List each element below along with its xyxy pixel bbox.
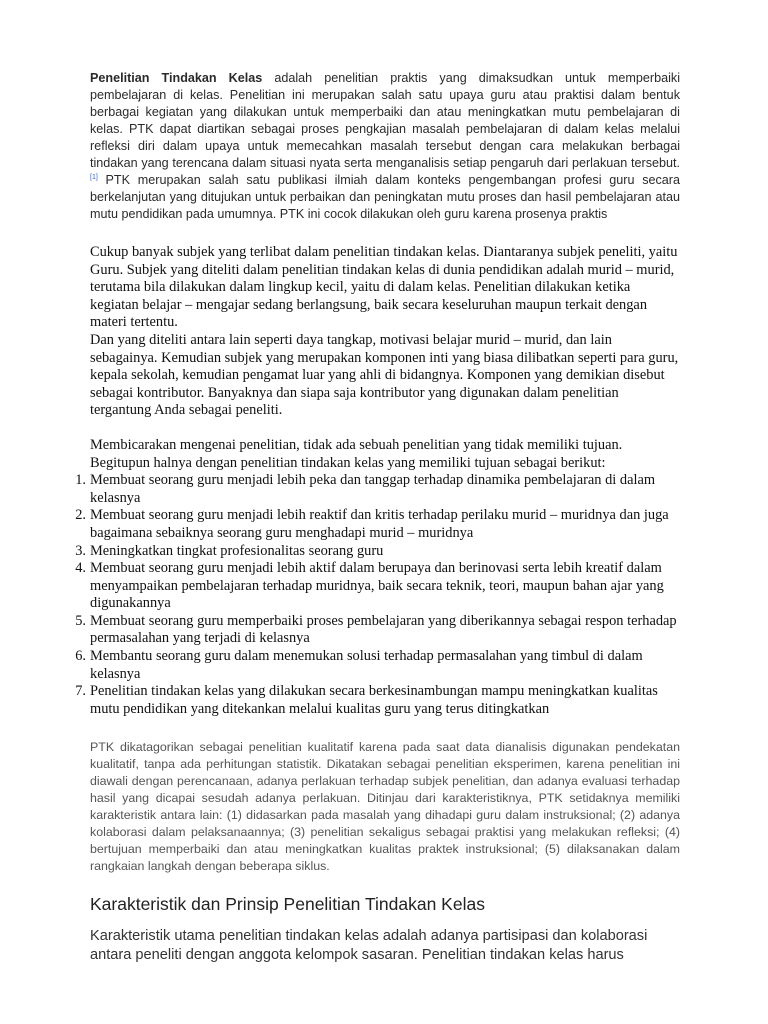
footnote-link[interactable]: [1] bbox=[90, 173, 98, 181]
list-number: 1. bbox=[75, 472, 86, 489]
section-heading: Karakteristik dan Prinsip Penelitian Tindakan Kelas bbox=[90, 894, 485, 915]
list-number: 7. bbox=[75, 683, 86, 700]
document-page bbox=[75, 70, 680, 980]
intro-text-a: adalah penelitian praktis yang dimaksudkan untuk memperbaiki pembelajaran di kelas. Penelitian ini merupakan salah satu upaya guru atau praktisi dalam bentuk berbagai kegiatan yang dilakukan untuk memperbaiki dan atau meningkatkan mutu pembelajaran di kelas. PTK dapat diartikan sebagai proses pengkajian masalah pembelajaran di dalam kelas melalui refleksi diri dalam upaya untuk memecahkan masalah tersebut dengan cara melakukan berbagai tindakan yang terencana dalam situasi nyata serta menganalisis setiap pengaruh dari perlakuan tersebut. bbox=[90, 71, 680, 170]
list-item-text: Membuat seorang guru menjadi lebih reaktif dan kritis terhadap perilaku murid – muridnya dan juga bagaimana sebaiknya seorang guru menghadapi murid – muridnya bbox=[90, 507, 669, 541]
goals-list-item bbox=[75, 542, 680, 561]
category-paragraph: PTK dikatagorikan sebagai penelitian kualitatif karena pada saat data dianalisis digunakan pendekatan kualitatif, tanpa ada perhitungan statistik. Dikatakan sebagai penelitian eksperimen, karena penelitian ini diawali dengan perencanaan, adanya perlakuan terhadap subjek penelitian, dan adanya evaluasi terhadap hasil yang dicapai sesudah adanya perlakuan. Ditinjau dari karakteristiknya, PTK setidaknya memiliki karakteristik antara lain: (1) didasarkan pada masalah yang dihadapi guru dalam instruksional; (2) adanya kolaborasi dalam pelaksanaannya; (3) penelitian sekaligus sebagai praktisi yang melakukan refleksi; (4) bertujuan memperbaiki dan atau meningkatkan kualitas praktek instruksional; (5) dilaksanakan dalam rangkaian langkah dengan beberapa siklus. bbox=[90, 740, 680, 874]
subjects-paragraph-1: Cukup banyak subjek yang terlibat dalam penelitian tindakan kelas. Diantaranya subjek peneliti, yaitu Guru. Subjek yang diteliti dalam penelitian tindakan kelas di dunia pendidikan adalah murid – murid, terutama bila dilakukan dalam lingkup kecil, yaitu di dalam kelas. Penelitian dilakukan ketika kegiatan belajar – mengajar sedang berlangsung, baik secara keseluruhan maupun terkait dengan materi tertentu. bbox=[90, 244, 678, 331]
list-number: 5. bbox=[75, 612, 86, 629]
list-number: 6. bbox=[75, 648, 86, 665]
list-number: 2. bbox=[75, 507, 86, 524]
subjects-paragraph-2: Dan yang diteliti antara lain seperti daya tangkap, motivasi belajar murid – murid, dan lain sebagainya. Kemudian subjek yang merupakan komponen inti yang biasa dilibatkan seperti para guru, kepala sekolah, kemudian pengamat luar yang ahli di bidangnya. Komponen yang demikian disebut sebagai kontributor. Banyaknya dan siapa saja kontributor yang digunakan dalam penelitian tergantung Anda sebagai peneliti. bbox=[90, 331, 679, 419]
goals-list bbox=[75, 472, 680, 718]
intro-paragraph bbox=[90, 70, 680, 223]
goals-list-item bbox=[75, 472, 680, 507]
list-item-text: Penelitian tindakan kelas yang dilakukan secara berkesinambungan mampu meningkatkan kualitas mutu pendidikan yang ditekankan melalui kualitas guru yang terus ditingkatkan bbox=[90, 683, 658, 717]
goals-list-item bbox=[75, 612, 680, 648]
list-item-text: Membantu seorang guru dalam menemukan solusi terhadap permasalahan yang timbul di dalam kelasnya bbox=[90, 648, 643, 682]
list-number: 4. bbox=[75, 560, 86, 577]
section-paragraph: Karakteristik utama penelitian tindakan kelas adalah adanya partisipasi dan kolaborasi antara peneliti dengan anggota kelompok sasaran. Penelitian tindakan kelas harus bbox=[90, 928, 648, 964]
list-item-text: Meningkatkan tingkat profesionalitas seorang guru bbox=[90, 542, 384, 559]
goals-intro: Membicarakan mengenai penelitian, tidak ada sebuah penelitian yang tidak memiliki tujuan. Begitupun halnya dengan penelitian tindakan kelas yang memiliki tujuan sebagai berikut: bbox=[90, 436, 623, 471]
list-item-text: Membuat seorang guru memperbaiki proses pembelajaran yang diberikannya sebagai respon terhadap permasalahan yang terjadi di kelasnya bbox=[90, 612, 677, 647]
list-item-text: Membuat seorang guru menjadi lebih peka dan tanggap terhadap dinamika pembelajaran di dalam kelasnya bbox=[90, 472, 656, 506]
list-item-text: Membuat seorang guru menjadi lebih aktif dalam berupaya dan berinovasi serta lebih kreatif dalam menyampaikan pembelajaran terhadap muridnya, baik secara teknik, teori, maupun bahan ajar yang digunakannya bbox=[90, 560, 664, 612]
goals-list-item bbox=[75, 560, 680, 613]
goals-list-item bbox=[75, 648, 680, 683]
intro-lead-term: Penelitian Tindakan Kelas bbox=[90, 71, 263, 85]
goals-list-item bbox=[75, 683, 680, 718]
intro-text-b: PTK merupakan salah satu publikasi ilmiah dalam konteks pengembangan profesi guru secara berkelanjutan yang ditujukan untuk perbaikan dan peningkatan mutu proses dan hasil pembelajaran atau mutu pendidikan pada umumnya. PTK ini cocok dilakukan oleh guru karena prosenya praktis bbox=[90, 173, 680, 221]
list-number: 3. bbox=[75, 542, 86, 559]
goals-list-item bbox=[75, 507, 680, 542]
